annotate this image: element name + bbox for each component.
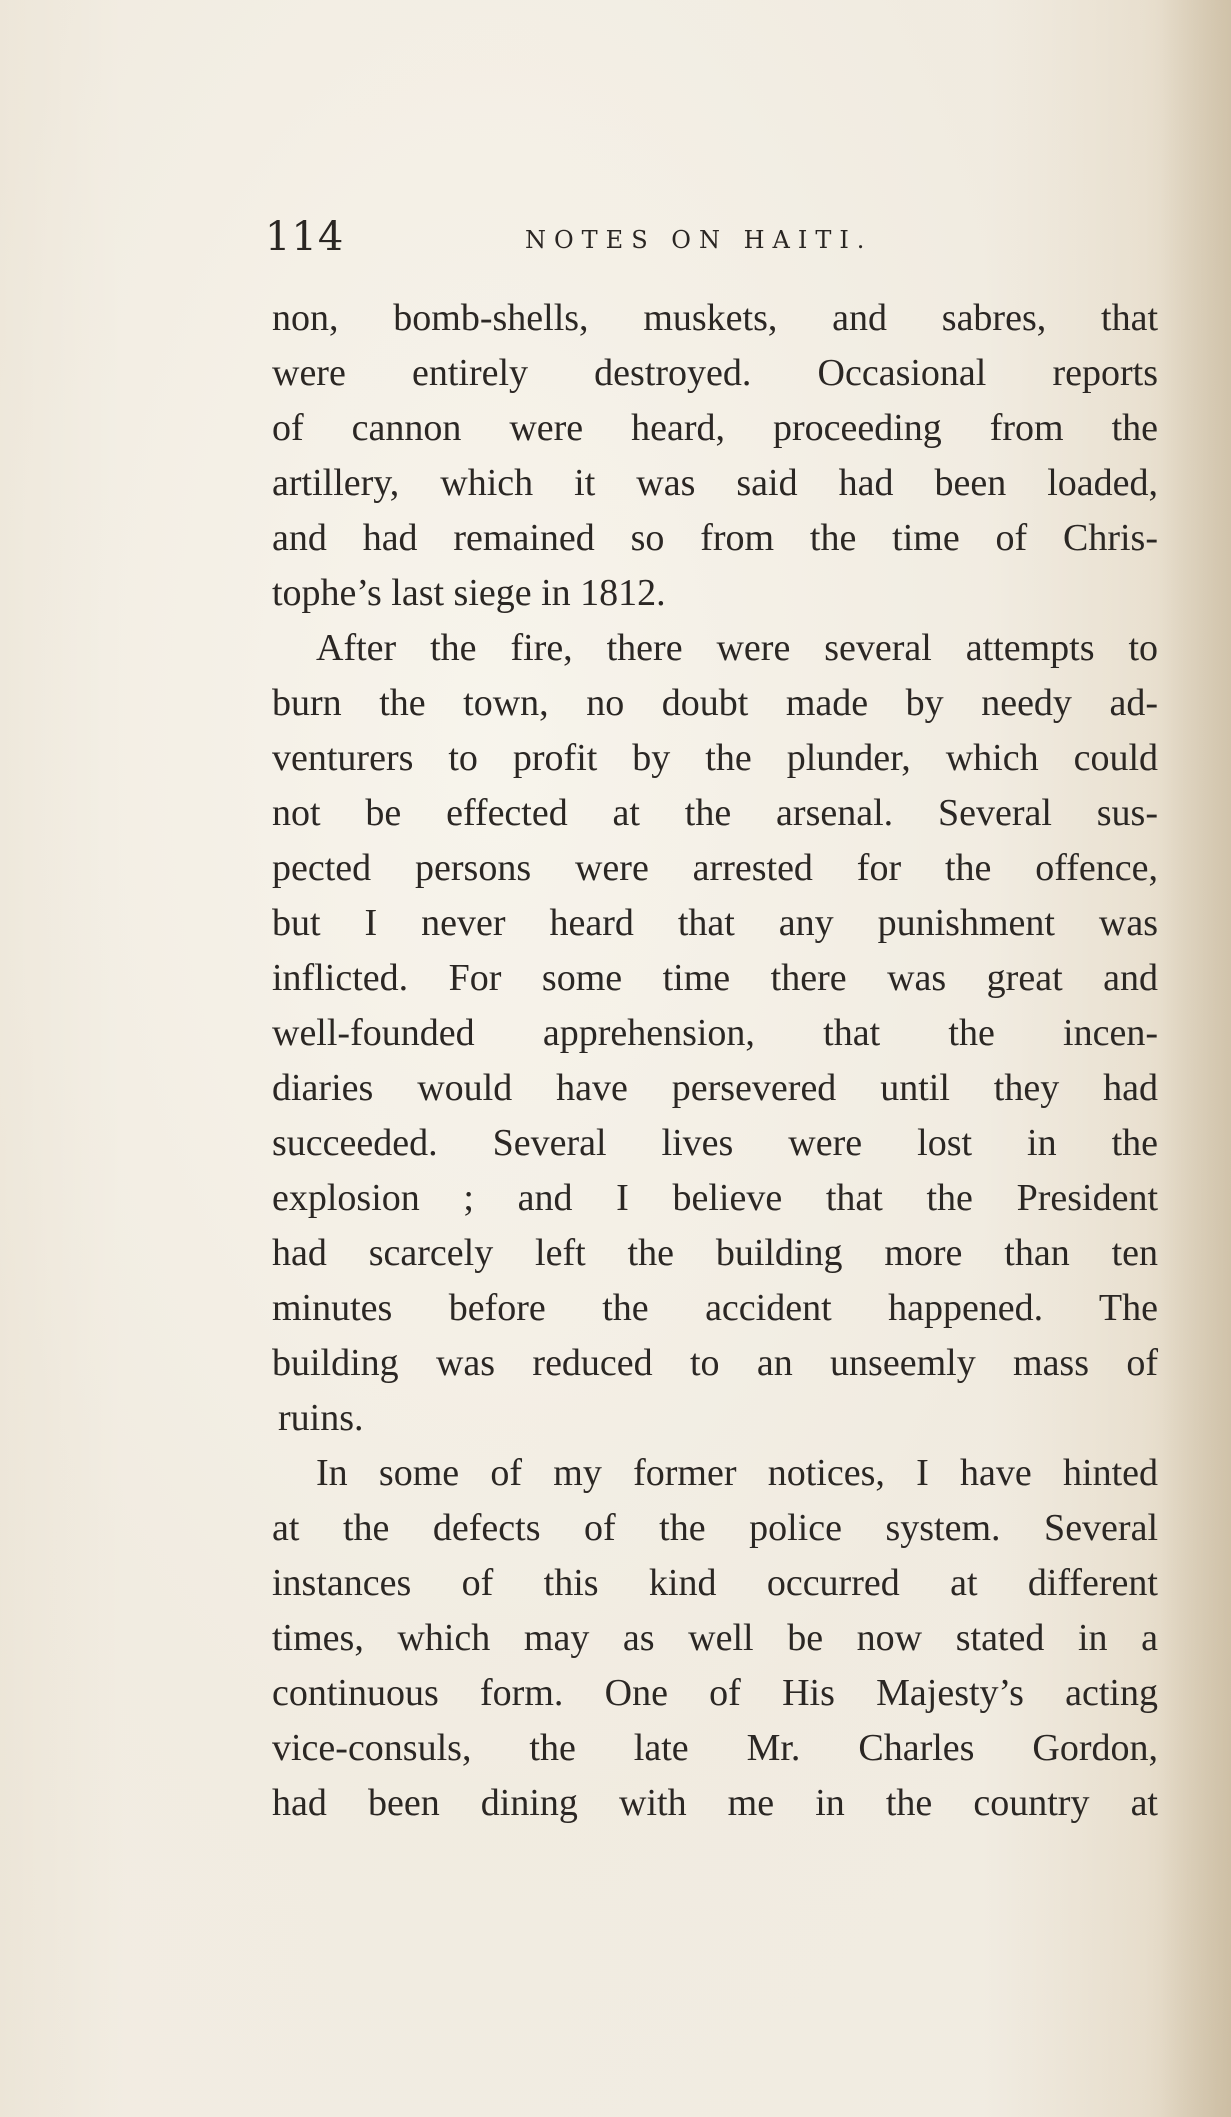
text-line: artillery, which it was said had been loaded, [272, 462, 1158, 504]
paragraph-first-line: After the fire, there were several attempts to [316, 627, 1158, 669]
text-line: of cannon were heard, proceeding from the [272, 407, 1158, 449]
text-line: burn the town, no doubt made by needy ad- [272, 682, 1158, 724]
text-line: not be effected at the arsenal. Several sus- [272, 792, 1158, 834]
running-title: NOTES ON HAITI. [525, 226, 873, 254]
text-line: at the defects of the police system. Several [272, 1507, 1158, 1549]
text-line: well-founded apprehension, that the incen- [272, 1012, 1158, 1054]
text-line: building was reduced to an unseemly mass of [272, 1342, 1158, 1384]
text-line: were entirely destroyed. Occasional reports [272, 352, 1158, 394]
body-text [272, 291, 1158, 1831]
text-line: but I never heard that any punishment was [272, 902, 1158, 944]
text-line: had been dining with me in the country at [272, 1782, 1158, 1824]
text-line: tophe’s last siege in 1812. [272, 572, 666, 614]
text-line: times, which may as well be now stated in a [272, 1617, 1158, 1659]
text-line: and had remained so from the time of Chris- [272, 517, 1158, 559]
page-header [265, 214, 1165, 264]
text-line: inflicted. For some time there was great and [272, 957, 1158, 999]
text-line: had scarcely left the building more than ten [272, 1232, 1158, 1274]
text-line: succeeded. Several lives were lost in the [272, 1122, 1158, 1164]
text-line: non, bomb-shells, muskets, and sabres, that [272, 297, 1158, 339]
text-line: ruins. [278, 1397, 364, 1439]
text-line: vice-consuls, the late Mr. Charles Gordon, [272, 1727, 1158, 1769]
text-line: pected persons were arrested for the offence, [272, 847, 1158, 889]
text-line: instances of this kind occurred at different [272, 1562, 1158, 1604]
text-line: diaries would have persevered until they had [272, 1067, 1158, 1109]
text-line: venturers to profit by the plunder, which could [272, 737, 1158, 779]
text-line: explosion ; and I believe that the President [272, 1177, 1158, 1219]
text-line: minutes before the accident happened. The [272, 1287, 1158, 1329]
text-line: continuous form. One of His Majesty’s acting [272, 1672, 1158, 1714]
paragraph-first-line: In some of my former notices, I have hinted [316, 1452, 1158, 1494]
page-number: 114 [265, 214, 345, 260]
